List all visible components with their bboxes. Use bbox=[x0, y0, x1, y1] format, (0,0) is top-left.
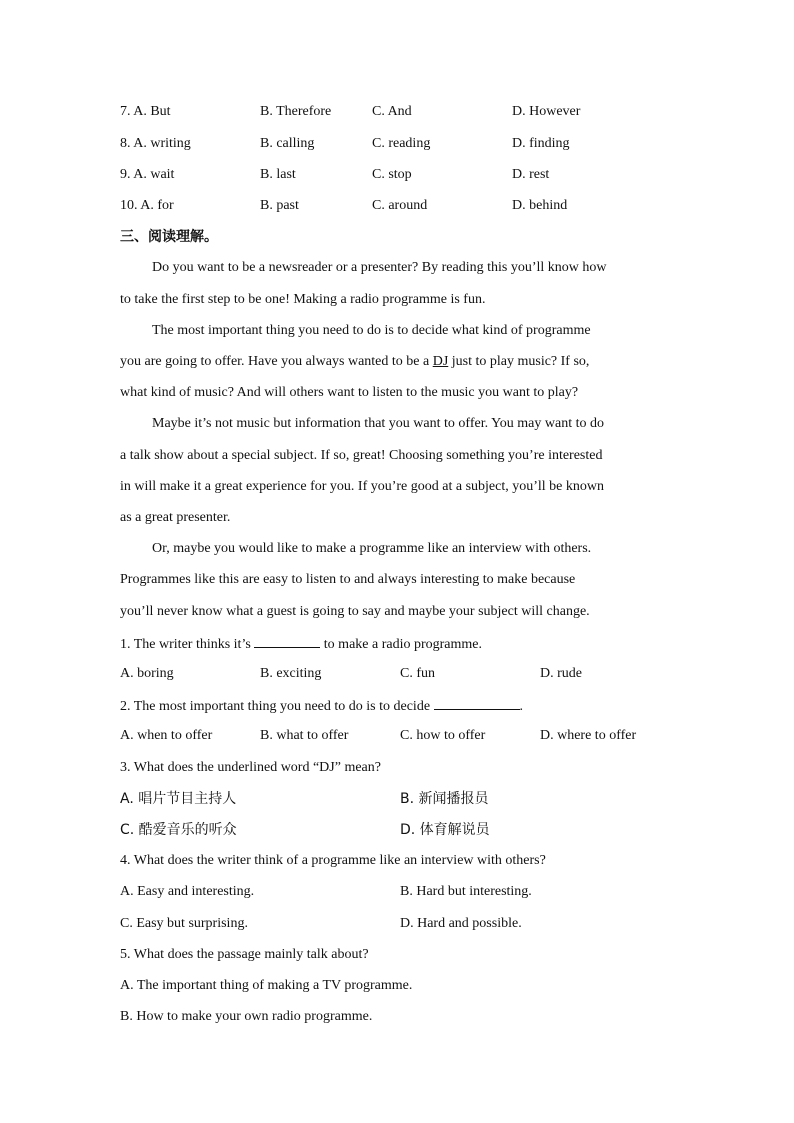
answer-blank bbox=[254, 633, 320, 648]
option-d: D. where to offer bbox=[540, 728, 637, 743]
cloze-option-row-9 bbox=[120, 165, 680, 185]
question-1-stem bbox=[120, 633, 680, 653]
question-2-stem bbox=[120, 695, 680, 715]
option-b: B. last bbox=[260, 167, 296, 182]
stem-text: 1. The writer thinks it’s bbox=[120, 637, 255, 652]
option-d: D. However bbox=[512, 104, 581, 119]
option-c: C. 酷爱音乐的听众 bbox=[120, 822, 237, 838]
section-title: 三、阅读理解。 bbox=[120, 229, 218, 245]
question-4-stem: 4. What does the writer think of a programme like an interview with others? bbox=[120, 853, 546, 868]
passage-line: The most important thing you need to do is to decide what kind of programme bbox=[152, 323, 591, 338]
option-b: B. past bbox=[260, 198, 299, 213]
passage-line: you’ll never know what a guest is going to say and maybe your subject will change. bbox=[120, 604, 590, 619]
option-a: 9. A. wait bbox=[120, 167, 175, 182]
passage-text: just to play music? If so, bbox=[448, 354, 590, 369]
option-b: B. Therefore bbox=[260, 104, 332, 119]
question-5-stem: 5. What does the passage mainly talk about? bbox=[120, 947, 369, 962]
passage-line: Maybe it’s not music but information that you want to offer. You may want to do bbox=[152, 416, 604, 431]
question-3-options-row-1 bbox=[120, 789, 680, 809]
option-d: D. rude bbox=[540, 666, 582, 681]
cloze-option-row-7 bbox=[120, 102, 680, 122]
option-a: A. when to offer bbox=[120, 728, 213, 743]
option-c: C. And bbox=[372, 104, 412, 119]
passage-line: Do you want to be a newsreader or a presenter? By reading this you’ll know how bbox=[152, 260, 607, 275]
option-a: A. The important thing of making a TV programme. bbox=[120, 978, 413, 993]
cloze-option-row-8 bbox=[120, 134, 680, 154]
passage-line: to take the first step to be one! Making a radio programme is fun. bbox=[120, 292, 486, 307]
cloze-option-row-10 bbox=[120, 196, 680, 216]
passage-line: Or, maybe you would like to make a programme like an interview with others. bbox=[152, 541, 592, 556]
question-3-options-row-2 bbox=[120, 820, 680, 840]
option-a: 10. A. for bbox=[120, 198, 174, 213]
option-c: C. around bbox=[372, 198, 428, 213]
passage-line: what kind of music? And will others want to listen to the music you want to play? bbox=[120, 385, 579, 400]
stem-text: to make a radio programme. bbox=[320, 637, 483, 652]
option-d: D. finding bbox=[512, 136, 570, 151]
question-4-options-row-1 bbox=[120, 882, 680, 902]
option-a: A. 唱片节目主持人 bbox=[120, 791, 237, 807]
question-1-options bbox=[120, 664, 680, 684]
answer-blank bbox=[434, 695, 520, 710]
option-b: B. exciting bbox=[260, 666, 322, 681]
option-a: 7. A. But bbox=[120, 104, 171, 119]
passage-line: in will make it a great experience for you. If you’re good at a subject, you’ll be known bbox=[120, 479, 605, 494]
option-a: A. Easy and interesting. bbox=[120, 884, 255, 899]
passage-line: as a great presenter. bbox=[120, 510, 231, 525]
option-a: 8. A. writing bbox=[120, 136, 191, 151]
option-b: B. calling bbox=[260, 136, 315, 151]
option-b: B. what to offer bbox=[260, 728, 349, 743]
option-d: D. 体育解说员 bbox=[400, 822, 490, 838]
passage-line-dj bbox=[120, 352, 680, 372]
option-a: A. boring bbox=[120, 666, 174, 681]
option-d: D. Hard and possible. bbox=[400, 916, 522, 931]
stem-text: 2. The most important thing you need to do is to decide bbox=[120, 699, 434, 714]
option-c: C. Easy but surprising. bbox=[120, 916, 248, 931]
passage-line: Programmes like this are easy to listen to and always interesting to make because bbox=[120, 572, 576, 587]
option-c: C. how to offer bbox=[400, 728, 486, 743]
stem-text: . bbox=[519, 699, 524, 714]
option-d: D. behind bbox=[512, 198, 568, 213]
question-4-options-row-2 bbox=[120, 914, 680, 934]
passage-line: a talk show about a special subject. If so, great! Choosing something you’re interested bbox=[120, 448, 603, 463]
passage-text: you are going to offer. Have you always wanted to be a bbox=[120, 354, 433, 369]
underlined-word-dj: DJ bbox=[432, 354, 449, 369]
question-3-stem: 3. What does the underlined word “DJ” mean? bbox=[120, 760, 381, 775]
option-b: B. How to make your own radio programme. bbox=[120, 1009, 373, 1024]
option-c: C. fun bbox=[400, 666, 435, 681]
option-b: B. 新闻播报员 bbox=[400, 791, 489, 807]
option-c: C. reading bbox=[372, 136, 431, 151]
option-d: D. rest bbox=[512, 167, 550, 182]
option-c: C. stop bbox=[372, 167, 412, 182]
option-b: B. Hard but interesting. bbox=[400, 884, 532, 899]
question-2-options bbox=[120, 726, 680, 746]
